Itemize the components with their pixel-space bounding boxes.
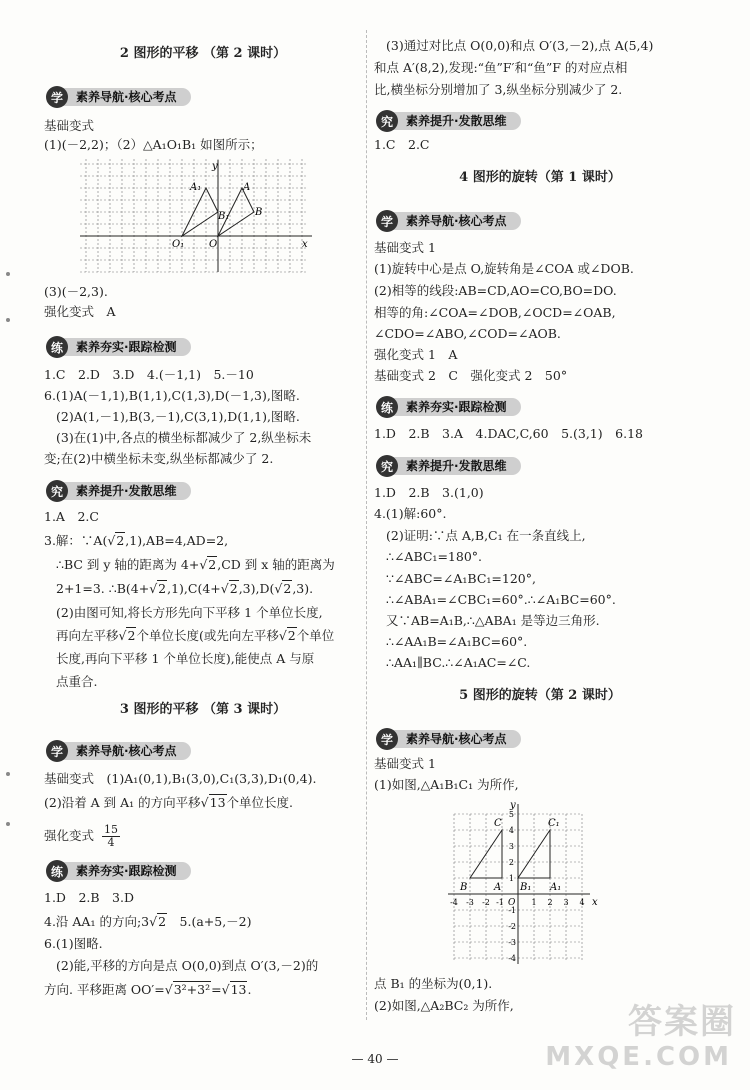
answer-line: (3)(－2,3). [44, 284, 108, 299]
x-tick-labels [450, 898, 584, 907]
answer-line: 强化变式 A [44, 304, 116, 319]
answer-line: 基础变式 (1)A₁(0,1),B₁(3,0),C₁(3,3),D₁(0,4). [44, 771, 317, 786]
answer-line: 点重合. [56, 674, 98, 689]
svg-text:-4: -4 [450, 898, 458, 907]
answer-line: 4.沿 AA₁ 的方向;3√2 5.(a+5,－2) [44, 914, 252, 929]
svg-text:1: 1 [531, 898, 537, 907]
watermark-text: 答案圈 [628, 1002, 736, 1042]
answer-line: ∴∠ABC₁=180°. [386, 549, 483, 564]
answer-line: 6.(1)A(－1,1),B(1,1),C(1,3),D(－1,3),图略. [44, 388, 300, 403]
y-tick-labels [508, 810, 516, 963]
label-A: A [494, 882, 502, 893]
banner-label: 素养导航·核心考点 [392, 730, 521, 748]
svg-text:1: 1 [508, 874, 514, 883]
answer-line: (2)由图可知,将长方形先向下平移 1 个单位长度, [56, 605, 323, 620]
binding-mark [6, 318, 10, 322]
banner-badge: 学 [46, 740, 68, 762]
answer-line: ∠CDO=∠ABO,∠COD=∠AOB. [374, 326, 561, 341]
svg-text:-4: -4 [508, 954, 516, 963]
banner-badge: 练 [46, 860, 68, 882]
answer-line: (2)能,平移的方向是点 O(0,0)到点 O′(3,－2)的 [56, 958, 319, 973]
banner-badge: 练 [46, 336, 68, 358]
binding-mark [6, 272, 10, 276]
answer-line: 基础变式 2 C 强化变式 2 50° [374, 368, 568, 383]
section-banner [46, 336, 191, 358]
label-C: C [494, 818, 502, 829]
section-title: 5 图形的旋转（第 2 课时） [459, 688, 621, 703]
section-banner [46, 480, 191, 502]
label-A1: A₁ [190, 182, 202, 193]
binding-mark [6, 772, 10, 776]
answer-line: (2)如图,△A₂BC₂ 为所作, [374, 998, 514, 1013]
svg-text:-3: -3 [508, 938, 516, 947]
section-title: 2 图形的平移 （第 2 课时） [119, 46, 287, 61]
label-B: B [255, 207, 263, 218]
section-banner [46, 86, 191, 108]
banner-label: 素养提升·发散思维 [392, 457, 521, 475]
answer-line: (3)在(1)中,各点的横坐标都减少了 2,纵坐标未 [56, 430, 312, 445]
translation-grid-figure [76, 157, 318, 275]
svg-text:2: 2 [508, 858, 514, 867]
label-O1: O₁ [172, 239, 185, 250]
svg-text:-3: -3 [466, 898, 474, 907]
section-banner [376, 110, 521, 132]
section-banner [46, 860, 191, 882]
banner-badge: 学 [46, 86, 68, 108]
svg-text:3: 3 [563, 898, 569, 907]
answer-line: 3.解：∵A(√2,1),AB=4,AD=2, [44, 533, 229, 548]
banner-badge: 练 [376, 396, 398, 418]
label-x: x [592, 897, 598, 908]
rotation-grid-figure [444, 796, 604, 970]
svg-text:-2: -2 [482, 898, 490, 907]
answer-line: ∴∠ABA₁=∠CBC₁=60°.∴∠A₁BC=60°. [386, 592, 616, 607]
answer-line: ∴AA₁∥BC.∴∠A₁AC=∠C. [386, 655, 531, 670]
answer-line: ∴∠AA₁B=∠A₁BC=60°. [386, 634, 528, 649]
answer-line: 强化变式 $\frac{15}{4}$ [44, 823, 118, 849]
banner-badge: 究 [376, 110, 398, 132]
answer-line: 变;在(2)中横坐标未变,纵坐标都减少了 2. [44, 451, 274, 466]
label-x: x [302, 239, 308, 250]
answer-line: 和点 A′(8,2),发现:“鱼”F′和“鱼”F 的对应点相 [374, 60, 628, 75]
answer-line: 比,横坐标分别增加了 3,纵坐标分别减少了 2. [374, 82, 623, 97]
answer-line: 2+1=3. ∴B(4+√2,1),C(4+√2,3),D(√2,3). [56, 581, 314, 596]
answer-line: 1.D 2.B 3.A 4.DAC,C,60 5.(3,1) 6.18 [374, 426, 643, 441]
banner-badge: 究 [46, 480, 68, 502]
label-B: B [460, 882, 468, 893]
binding-mark [6, 822, 10, 826]
watermark-url: MXQE.COM [545, 1042, 732, 1072]
answer-line: 基础变式 1 [374, 240, 436, 255]
answer-line: 再向左平移√2个单位长度(或先向左平移√2个单位 [56, 628, 335, 643]
section-banner [376, 728, 521, 750]
banner-label: 素养导航·核心考点 [62, 88, 191, 106]
svg-text:4: 4 [508, 826, 514, 835]
label-y: y [510, 800, 516, 811]
label-B1: B₁ [520, 882, 532, 893]
page-number: — 40 — [351, 1052, 399, 1066]
section-banner [376, 396, 521, 418]
svg-text:-2: -2 [508, 922, 516, 931]
answer-line: ∵∠ABC=∠A₁BC₁=120°, [386, 571, 536, 586]
svg-text:5: 5 [508, 810, 514, 819]
svg-text:4: 4 [579, 898, 585, 907]
answer-line: 基础变式 1 [374, 756, 436, 771]
answer-line: 1.C 2.D 3.D 4.(－1,1) 5.－10 [44, 367, 254, 382]
banner-label: 素养导航·核心考点 [392, 212, 521, 230]
banner-badge: 学 [376, 210, 398, 232]
label-B1: B₁ [218, 211, 230, 222]
banner-label: 素养夯实·跟踪检测 [392, 398, 521, 416]
answer-line: (3)通过对比点 O(0,0)和点 O′(3,－2),点 A(5,4) [386, 38, 654, 53]
answer-line: 1.A 2.C [44, 509, 99, 524]
watermark-logo [545, 994, 742, 1084]
answer-line: (1)(－2,2)；（2）△A₁O₁B₁ 如图所示； [44, 137, 263, 152]
svg-text:-1: -1 [508, 906, 516, 915]
label-A1: A₁ [550, 882, 562, 893]
answer-line: 相等的角:∠COA=∠DOB,∠OCD=∠OAB, [374, 305, 616, 320]
answer-line: (1)旋转中心是点 O,旋转角是∠COA 或∠DOB. [374, 261, 634, 276]
svg-text:3: 3 [508, 842, 514, 851]
section-banner [376, 455, 521, 477]
answer-line: (2)证明:∵点 A,B,C₁ 在一条直线上, [386, 528, 586, 543]
fraction: $\frac{15}{4}$ [103, 823, 118, 849]
answer-line: 4.(1)解:60°. [374, 506, 447, 521]
answer-line: 强化变式 1 A [374, 347, 458, 362]
column-divider [366, 30, 367, 1020]
answer-line: 1.C 2.C [374, 137, 430, 152]
label-O: O [209, 239, 218, 250]
section-title: 4 图形的旋转（第 1 课时） [459, 170, 621, 185]
banner-label: 素养提升·发散思维 [392, 112, 521, 130]
answer-line: (2)沿着 A 到 A₁ 的方向平移√13个单位长度. [44, 795, 294, 810]
answer-line: 1.D 2.B 3.(1,0) [374, 485, 484, 500]
section-title: 3 图形的平移 （第 3 课时） [119, 702, 287, 717]
banner-badge: 学 [376, 728, 398, 750]
banner-badge: 究 [376, 455, 398, 477]
banner-label: 素养夯实·跟踪检测 [62, 862, 191, 880]
grid-lines [80, 159, 308, 272]
banner-label: 素养夯实·跟踪检测 [62, 338, 191, 356]
label-O: O [508, 898, 516, 908]
svg-text:2: 2 [547, 898, 553, 907]
section-banner [376, 210, 521, 232]
answer-line: (1)如图,△A₁B₁C₁ 为所作, [374, 777, 519, 792]
answer-line: 方向. 平移距离 OO′=√3²+3²=√13. [44, 982, 252, 997]
answer-line: 点 B₁ 的坐标为(0,1). [374, 976, 493, 991]
answer-line: ∴BC 到 y 轴的距离为 4+√2,CD 到 x 轴的距离为 [56, 557, 335, 572]
answer-line: 长度,再向下平移 1 个单位长度),能使点 A 与原 [56, 651, 315, 666]
answer-line: 又∵AB=A₁B,∴△ABA₁ 是等边三角形. [386, 613, 600, 628]
answer-line: (2)A(1,－1),B(3,－1),C(3,1),D(1,1),图略. [56, 409, 300, 424]
answer-line: 6.(1)图略. [44, 936, 103, 951]
answer-line: (2)相等的线段:AB=CD,AO=CO,BO=DO. [374, 283, 617, 298]
label-A: A [243, 182, 251, 193]
answer-line: 1.D 2.B 3.D [44, 890, 135, 905]
label-C1: C₁ [548, 818, 560, 829]
answer-line: 基础变式 [44, 118, 95, 133]
banner-label: 素养提升·发散思维 [62, 482, 191, 500]
section-banner [46, 740, 191, 762]
banner-label: 素养导航·核心考点 [62, 742, 191, 760]
svg-text:-1: -1 [496, 898, 504, 907]
label-y: y [212, 161, 218, 172]
